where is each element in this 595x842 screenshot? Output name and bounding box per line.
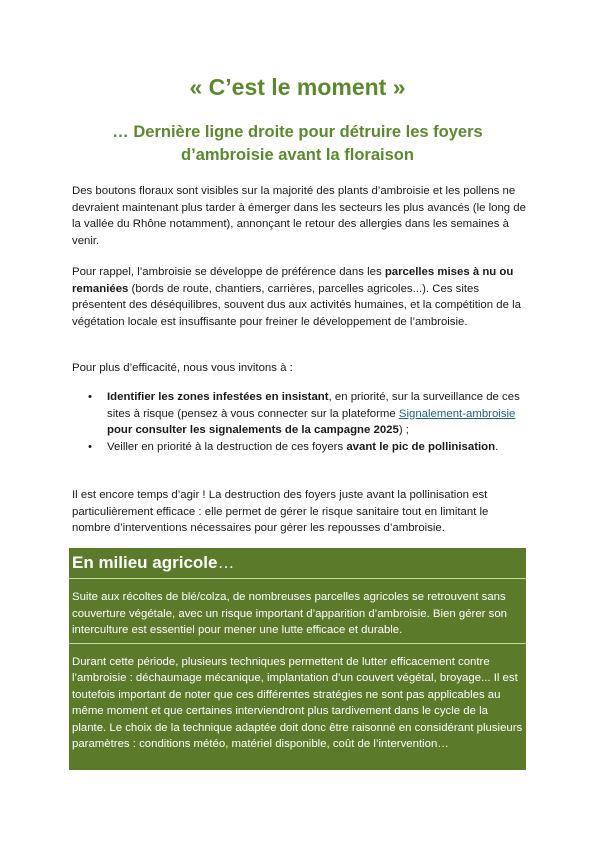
bullet2-text-1: Veiller en priorité à la destruction de ces foyers bbox=[107, 440, 347, 453]
reminder-text-1: Pour rappel, l’ambroisie se développe de préférence dans les bbox=[72, 266, 385, 278]
subtitle bbox=[60, 121, 535, 167]
agricultural-paragraph-1: Suite aux récoltes de blé/colza, de nombreuses parcelles agricoles se retrouvent sans couverture végétale, avec un risque important d’apparition d’ambroisie. Bien gérer son interculture est essentiel pour mener une lutte efficace et durable. bbox=[69, 579, 526, 644]
list-item bbox=[72, 439, 527, 456]
bullet1-bold-1: Identifier les zones infestées en insistant bbox=[107, 391, 329, 403]
subtitle-line-1: … Dernière ligne droite pour détruire les foyers bbox=[112, 123, 483, 141]
conclusion-paragraph: Il est encore temps d’agir ! La destruction des foyers juste avant la pollinisation est particulièrement efficace : elle permet de gérer le risque sanitaire tout en limitant le nombre d’interventions nécessaires pour gérer les repousses d’ambroisie. bbox=[72, 489, 489, 534]
agricultural-section-box bbox=[69, 548, 526, 770]
agricultural-section-heading bbox=[69, 548, 526, 579]
reminder-bold: parcelles mises à nu ou remaniées bbox=[72, 266, 514, 295]
bullet1-text-1: , en priorité, sur la surveillance de ces sites à risque (pensez à vous connecter sur la plateforme bbox=[107, 391, 520, 420]
reminder-text-2: (bords de route, chantiers, carrières, parcelles agricoles...). Ces sites présentent des déséquilibres, souvent dus aux activités humaines, et la compétition de la végétation locale est insuffisante pour freiner le développement de l’ambroisie. bbox=[72, 282, 521, 328]
signalement-ambroisie-link[interactable]: Signalement-ambroisie bbox=[398, 407, 516, 420]
bullet2-text-2: . bbox=[495, 440, 499, 453]
bullet2-bold: avant le pic de pollinisation bbox=[346, 440, 496, 453]
page-title: « C’est le moment » bbox=[189, 74, 406, 100]
list-item bbox=[72, 389, 527, 439]
reminder-paragraph bbox=[72, 264, 527, 330]
agricultural-paragraph-2: Durant cette période, plusieurs techniques permettent de lutter efficacement contre l’ambroisie : déchaumage mécanique, implantation d’un couvert végétal, broyage... Il est toutefois important de noter que ces différentes stratégies ne sont pas applicables au même moment et que certaines interviendront plus tardivement dans le cycle de la plante. Le choix de la technique adaptée doit donc être raisonné en considérant plusieurs paramètres : conditions météo, matériel disponible, coût de l’intervention… bbox=[72, 655, 523, 750]
bullet1-bold-2: pour consulter les signalements de la campagne 2025 bbox=[107, 424, 399, 436]
heading-text: En milieu agricole bbox=[72, 553, 218, 572]
action-list bbox=[72, 389, 527, 455]
subtitle-line-2: d’ambroisie avant la floraison bbox=[181, 146, 414, 164]
intro-paragraph: Des boutons floraux sont visibles sur la majorité des plants d’ambroisie et les pollens ne devraient maintenant plus tarder à émerger dans les secteurs les plus avancés (le long de la vallée du Rhône notamment), annonçant le retour des allergies dans les semaines à venir. bbox=[72, 185, 526, 247]
heading-ellipsis: … bbox=[217, 553, 235, 572]
bullet1-text-2: ) ; bbox=[398, 424, 409, 436]
invitation-paragraph: Pour plus d’efficacité, nous vous invitons à : bbox=[72, 362, 293, 374]
